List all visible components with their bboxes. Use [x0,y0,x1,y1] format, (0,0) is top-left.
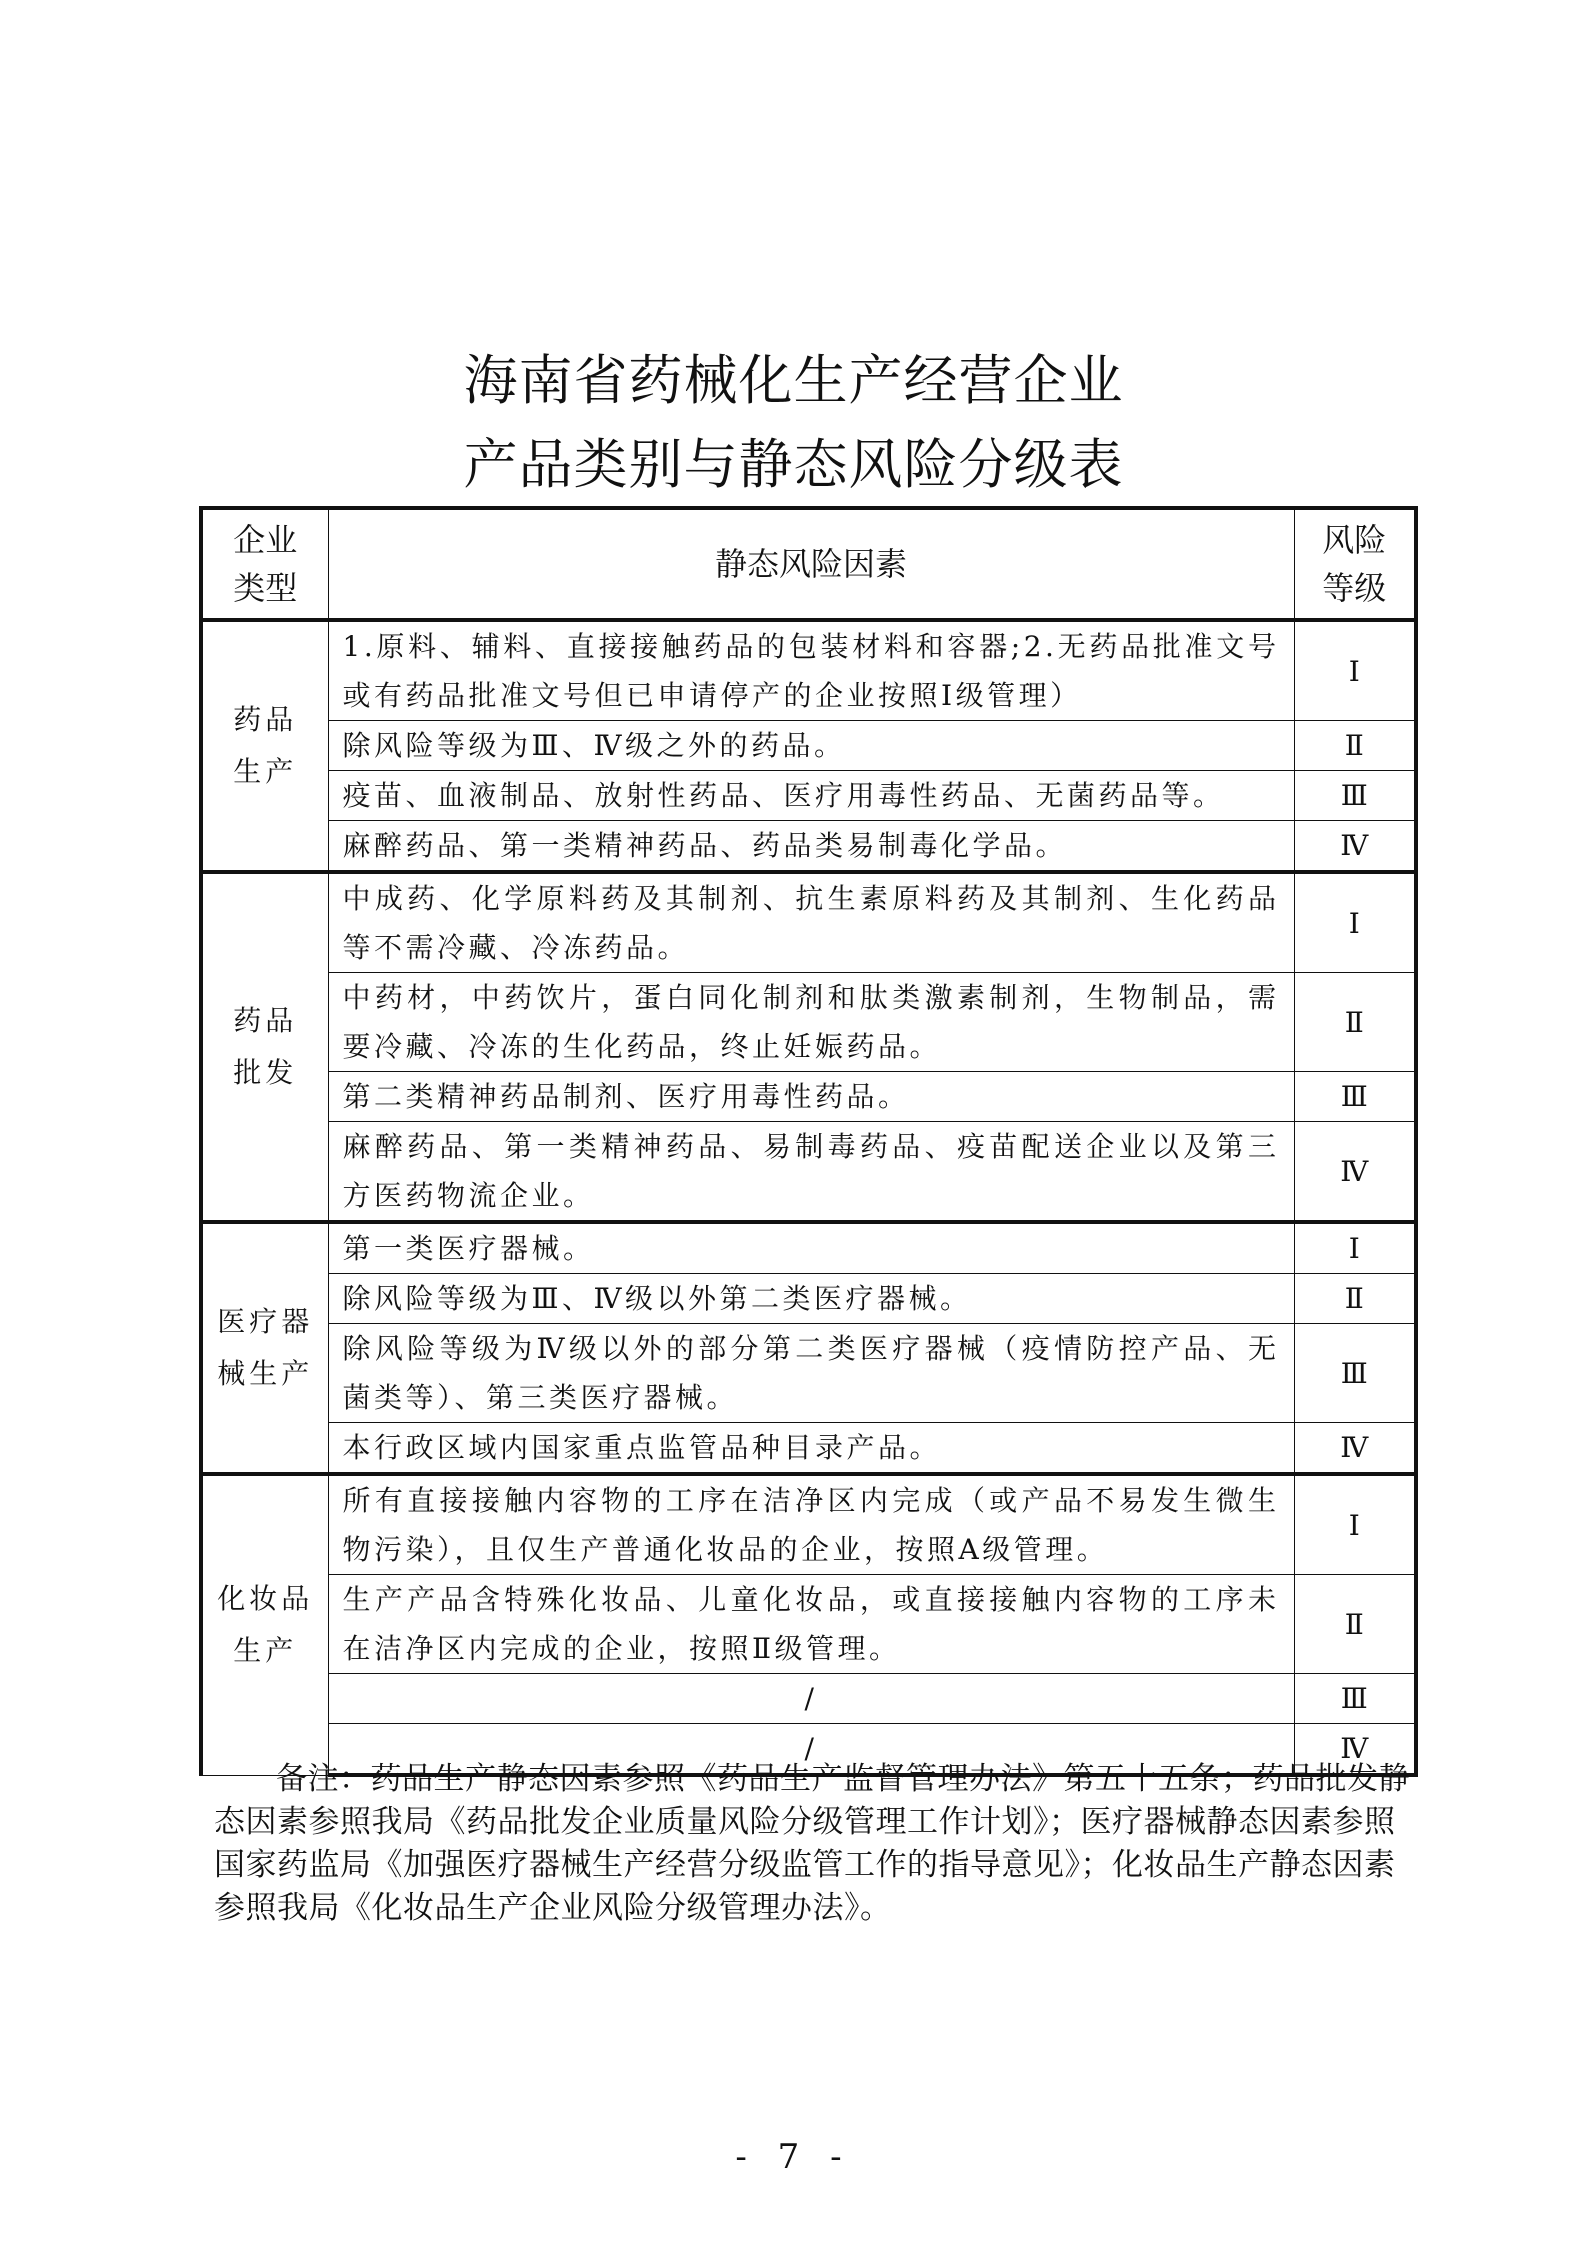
risk-level-cell: Ⅲ [1294,1072,1416,1122]
table-header-row [201,508,1416,620]
table-row [201,1474,1416,1575]
risk-level-cell: Ⅱ [1294,973,1416,1072]
risk-level-cell: Ⅳ [1294,821,1416,873]
header-static-factor: 静态风险因素 [328,508,1294,620]
enterprise-type-line1: 药品 [233,703,298,736]
risk-factor-cell: 1.原料、辅料、直接接触药品的包装材料和容器;2.无药品批准文号或有药品批准文号但已申请停产的企业按照Ⅰ级管理） [328,620,1294,721]
table-row [201,1072,1416,1122]
table-row [201,771,1416,821]
enterprise-type-cell [201,1474,328,1775]
enterprise-type-cell [201,872,328,1222]
enterprise-type-line1: 药品 [233,1004,298,1037]
risk-factor-cell: 麻醉药品、第一类精神药品、药品类易制毒化学品。 [328,821,1294,873]
document-title-line1: 海南省药械化生产经营企业 [463,349,1124,412]
risk-factor-cell: 中成药、化学原料药及其制剂、抗生素原料药及其制剂、生化药品等不需冷藏、冷冻药品。 [328,872,1294,973]
risk-level-cell: Ⅱ [1294,721,1416,771]
table-row [201,1575,1416,1674]
risk-factor-cell: 除风险等级为Ⅳ级以外的部分第二类医疗器械（疫情防控产品、无菌类等）、第三类医疗器械。 [328,1324,1294,1423]
enterprise-type-cell [201,1222,328,1474]
header-level-line2: 等级 [1322,569,1387,607]
risk-level-cell: Ⅲ [1294,771,1416,821]
risk-factor-cell: 本行政区域内国家重点监管品种目录产品。 [328,1423,1294,1475]
risk-factor-cell: / [328,1674,1294,1724]
table-row [201,1122,1416,1223]
header-level-line1: 风险 [1322,521,1387,559]
risk-level-cell: Ⅰ [1294,1222,1416,1274]
risk-factor-cell: 麻醉药品、第一类精神药品、易制毒药品、疫苗配送企业以及第三方医药物流企业。 [328,1122,1294,1223]
risk-factor-cell: 中药材，中药饮片，蛋白同化制剂和肽类激素制剂，生物制品，需要冷藏、冷冻的生化药品，终止妊娠药品。 [328,973,1294,1072]
enterprise-type-line2: 械生产 [217,1357,314,1390]
enterprise-type-cell [201,620,328,872]
risk-level-cell: Ⅰ [1294,620,1416,721]
risk-factor-cell: 生产产品含特殊化妆品、儿童化妆品，或直接接触内容物的工序未在洁净区内完成的企业，按照Ⅱ级管理。 [328,1575,1294,1674]
risk-factor-cell: 第二类精神药品制剂、医疗用毒性药品。 [328,1072,1294,1122]
risk-factor-cell: 疫苗、血液制品、放射性药品、医疗用毒性药品、无菌药品等。 [328,771,1294,821]
table-row [201,620,1416,721]
enterprise-type-line1: 化妆品 [217,1582,314,1616]
header-enterprise-type [201,508,328,620]
risk-level-cell: Ⅱ [1294,1274,1416,1324]
enterprise-type-line2: 生产 [233,1634,298,1668]
enterprise-type-line2: 批发 [233,1056,298,1089]
enterprise-type-line1: 医疗器 [217,1305,314,1338]
table-row [201,1674,1416,1724]
header-risk-level [1294,508,1416,620]
risk-level-cell: Ⅰ [1294,872,1416,973]
risk-level-cell: Ⅰ [1294,1474,1416,1575]
enterprise-type-line2: 生产 [233,755,298,788]
page-number: - 7 - [735,2137,852,2177]
risk-factor-cell: 除风险等级为Ⅲ、Ⅳ级之外的药品。 [328,721,1294,771]
table-row [201,1324,1416,1423]
risk-level-table [199,506,1418,1777]
risk-factor-cell: / [328,1724,1294,1776]
risk-level-cell: Ⅳ [1294,1122,1416,1223]
risk-level-cell: Ⅱ [1294,1575,1416,1674]
table-row [201,821,1416,873]
risk-level-cell: Ⅳ [1294,1724,1416,1776]
table-row [201,1423,1416,1475]
risk-factor-cell: 除风险等级为Ⅲ、Ⅳ级以外第二类医疗器械。 [328,1274,1294,1324]
header-type-line2: 类型 [233,569,298,607]
table-row [201,1222,1416,1274]
risk-level-cell: Ⅳ [1294,1423,1416,1475]
table-row [201,872,1416,973]
table-row [201,973,1416,1072]
table-row [201,721,1416,771]
footnote-remarks: 备注：药品生产静态因素参照《药品生产监督管理办法》第五十五条；药品批发静态因素参照我局《药品批发企业质量风险分级管理工作计划》；医疗器械静态因素参照国家药监局《加强医疗器械生产经营分级监管工作的指导意见》；化妆品生产静态因素参照我局《化妆品生产企业风险分级管理办法》。 [214,1761,1410,1926]
table-row [201,1274,1416,1324]
risk-factor-cell: 第一类医疗器械。 [328,1222,1294,1274]
risk-level-cell: Ⅲ [1294,1324,1416,1423]
header-type-line1: 企业 [233,521,298,559]
document-title-line2: 产品类别与静态风险分级表 [463,433,1124,496]
risk-factor-cell: 所有直接接触内容物的工序在洁净区内完成（或产品不易发生微生物污染），且仅生产普通化妆品的企业，按照A级管理。 [328,1474,1294,1575]
risk-level-cell: Ⅲ [1294,1674,1416,1724]
